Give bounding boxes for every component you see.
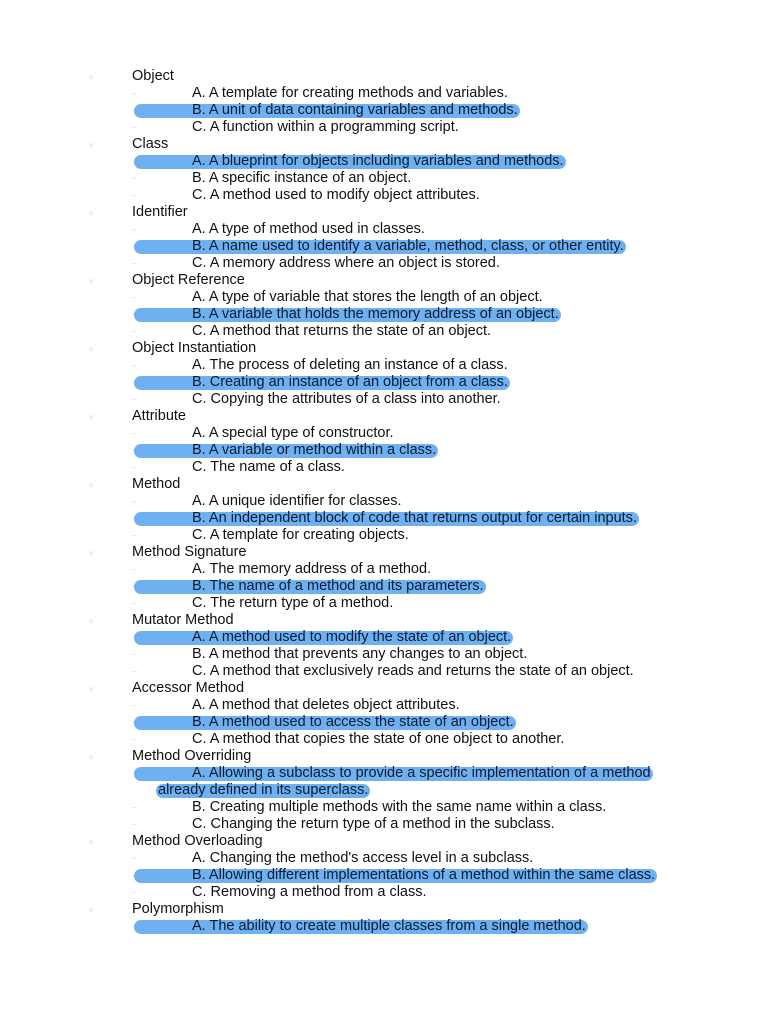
option-text: C. A method that returns the state of an object. xyxy=(192,323,492,339)
bullet-icon xyxy=(89,619,93,623)
option-text: B. A unit of data containing variables and methods. xyxy=(192,102,518,118)
sub-bullet-icon xyxy=(133,603,137,604)
bullet-icon xyxy=(89,840,93,844)
term-label: Method Overriding xyxy=(132,748,252,764)
option-text: B. Allowing different implementations of a method within the same class. xyxy=(192,867,656,883)
term-label: Object Instantiation xyxy=(132,340,257,356)
term-label: Polymorphism xyxy=(132,901,224,917)
sub-bullet-icon xyxy=(133,654,137,655)
bullet-icon xyxy=(89,551,93,555)
sub-bullet-icon xyxy=(133,127,137,128)
sub-bullet-icon xyxy=(133,433,137,434)
option-text: B. An independent block of code that returns output for certain inputs. xyxy=(192,510,637,526)
option-text: B. A method used to access the state of an object. xyxy=(192,714,514,730)
option-text: A. A unique identifier for classes. xyxy=(192,493,402,509)
bullet-icon xyxy=(89,415,93,419)
sub-bullet-icon xyxy=(133,399,137,400)
option-text: B. A name used to identify a variable, method, class, or other entity. xyxy=(192,238,624,254)
option-text: A. A method used to modify the state of an object. xyxy=(192,629,512,645)
option-text: A. Allowing a subclass to provide a specific implementation of a method xyxy=(192,765,651,781)
option-text: C. Removing a method from a class. xyxy=(192,884,427,900)
option-text: C. A memory address where an object is stored. xyxy=(192,255,500,271)
option-text: A. A blueprint for objects including variables and methods. xyxy=(192,153,564,169)
term-label: Accessor Method xyxy=(132,680,245,696)
term-label: Method Signature xyxy=(132,544,247,560)
bullet-icon xyxy=(89,483,93,487)
option-text: A. A type of variable that stores the length of an object. xyxy=(192,289,543,305)
option-text: A. The ability to create multiple classes from a single method. xyxy=(192,918,586,934)
option-text: B. A method that prevents any changes to an object. xyxy=(192,646,528,662)
sub-bullet-icon xyxy=(133,739,137,740)
option-text: C. A function within a programming script. xyxy=(192,119,459,135)
sub-bullet-icon xyxy=(133,229,137,230)
option-text: A. The process of deleting an instance of a class. xyxy=(192,357,508,373)
bullet-icon xyxy=(89,347,93,351)
option-text: A. A method that deletes object attributes. xyxy=(192,697,460,713)
option-text: B. Creating an instance of an object from a class. xyxy=(192,374,508,390)
bullet-icon xyxy=(89,755,93,759)
sub-bullet-icon xyxy=(133,93,137,94)
sub-bullet-icon xyxy=(133,178,137,179)
option-text: C. A method that copies the state of one object to another. xyxy=(192,731,565,747)
sub-bullet-icon xyxy=(133,705,137,706)
option-text: C. A template for creating objects. xyxy=(192,527,409,543)
option-text: B. The name of a method and its parameters. xyxy=(192,578,484,594)
option-text: A. Changing the method's access level in a subclass. xyxy=(192,850,534,866)
bullet-icon xyxy=(89,75,93,79)
sub-bullet-icon xyxy=(133,195,137,196)
sub-bullet-icon xyxy=(133,297,137,298)
term-label: Mutator Method xyxy=(132,612,234,628)
bullet-icon xyxy=(89,143,93,147)
term-label: Class xyxy=(132,136,169,152)
bullet-icon xyxy=(89,279,93,283)
sub-bullet-icon xyxy=(133,535,137,536)
option-text: C. A method that exclusively reads and returns the state of an object. xyxy=(192,663,634,679)
bullet-icon xyxy=(89,687,93,691)
sub-bullet-icon xyxy=(133,263,137,264)
option-text: A. The memory address of a method. xyxy=(192,561,432,577)
option-text: C. Copying the attributes of a class into another. xyxy=(192,391,501,407)
option-text: A. A type of method used in classes. xyxy=(192,221,425,237)
option-text: C. Changing the return type of a method in the subclass. xyxy=(192,816,555,832)
option-text: B. Creating multiple methods with the same name within a class. xyxy=(192,799,607,815)
option-text-continuation: already defined in its superclass. xyxy=(158,782,369,798)
term-label: Object Reference xyxy=(132,272,245,288)
option-text: C. A method used to modify object attributes. xyxy=(192,187,480,203)
sub-bullet-icon xyxy=(133,365,137,366)
bullet-icon xyxy=(89,211,93,215)
sub-bullet-icon xyxy=(133,501,137,502)
term-label: Method Overloading xyxy=(132,833,263,849)
sub-bullet-icon xyxy=(133,569,137,570)
option-text: C. The return type of a method. xyxy=(192,595,394,611)
option-text: B. A variable or method within a class. xyxy=(192,442,437,458)
sub-bullet-icon xyxy=(133,858,137,859)
option-text: A. A special type of constructor. xyxy=(192,425,394,441)
sub-bullet-icon xyxy=(133,807,137,808)
term-label: Method xyxy=(132,476,181,492)
term-label: Identifier xyxy=(132,204,188,220)
sub-bullet-icon xyxy=(133,824,137,825)
sub-bullet-icon xyxy=(133,331,137,332)
option-text: A. A template for creating methods and variables. xyxy=(192,85,508,101)
sub-bullet-icon xyxy=(133,892,137,893)
option-text: C. The name of a class. xyxy=(192,459,345,475)
term-label: Attribute xyxy=(132,408,186,424)
option-text: B. A specific instance of an object. xyxy=(192,170,412,186)
term-label: Object xyxy=(132,68,174,84)
sub-bullet-icon xyxy=(133,671,137,672)
option-text: B. A variable that holds the memory address of an object. xyxy=(192,306,559,322)
sub-bullet-icon xyxy=(133,467,137,468)
bullet-icon xyxy=(89,908,93,912)
